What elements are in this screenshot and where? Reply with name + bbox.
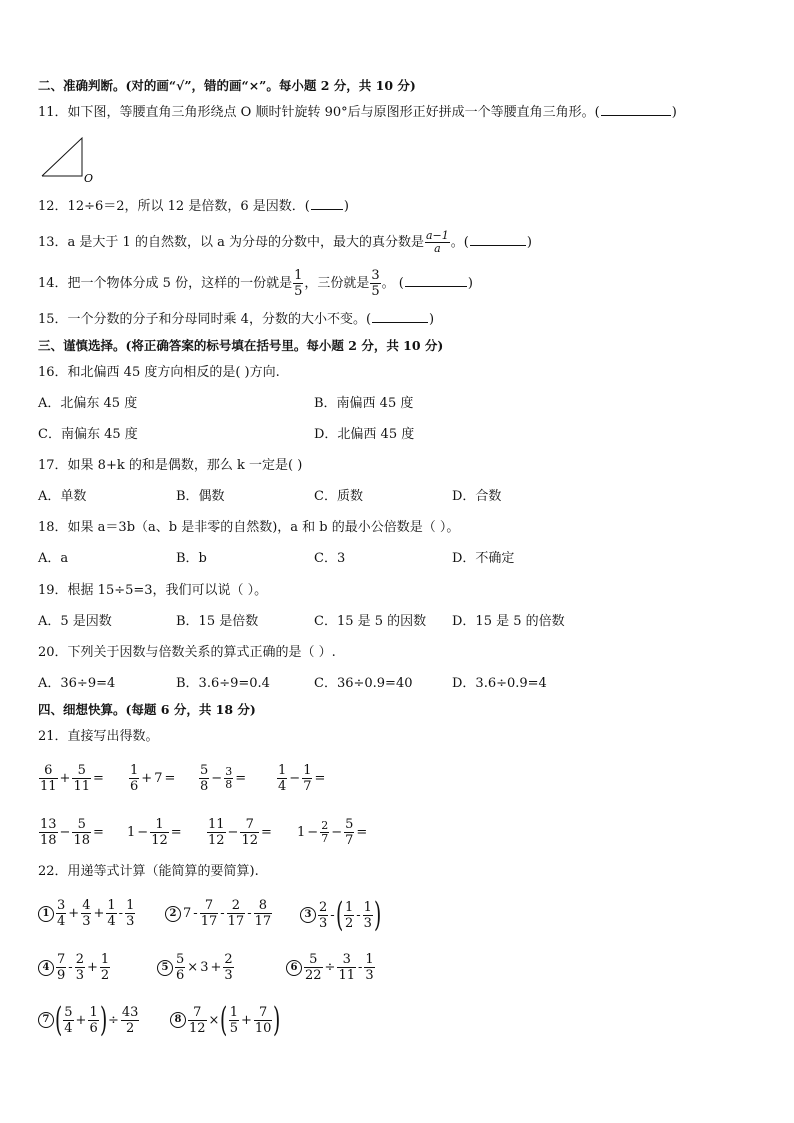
circled-number: 4 bbox=[38, 960, 54, 976]
operator: − bbox=[289, 771, 301, 786]
question-15: 15．一个分数的分子和分母同时乘 4，分数的大小不变。( ) bbox=[38, 312, 435, 327]
operator: − bbox=[211, 771, 223, 786]
fraction bbox=[363, 900, 373, 931]
fraction bbox=[56, 952, 66, 983]
mental-math-item bbox=[206, 817, 273, 848]
fraction bbox=[121, 1005, 140, 1036]
numerator: 5 bbox=[200, 763, 209, 778]
fraction bbox=[72, 817, 91, 848]
denominator: 8 bbox=[225, 778, 233, 791]
circled-number: 5 bbox=[157, 960, 173, 976]
denominator: 4 bbox=[107, 914, 116, 929]
section-2-heading: 二、准确判断。(对的画“√”，错的画“×”。每小题 2 分，共 10 分) bbox=[38, 78, 416, 93]
fraction bbox=[207, 817, 226, 848]
mental-math-item bbox=[296, 817, 368, 848]
circled-number: 7 bbox=[38, 1012, 54, 1028]
fraction bbox=[188, 1005, 207, 1036]
numerator: 5 bbox=[309, 952, 318, 967]
denominator: 3 bbox=[126, 914, 135, 929]
denominator: 17 bbox=[227, 914, 245, 929]
point-o-label: O bbox=[84, 172, 94, 184]
numerator: 5 bbox=[77, 817, 86, 832]
calc-item-7 bbox=[38, 1000, 140, 1040]
answer-blank[interactable] bbox=[470, 233, 526, 246]
denominator: 11 bbox=[338, 968, 355, 983]
operator: - bbox=[330, 907, 335, 923]
parenthesis: ( bbox=[220, 1000, 228, 1040]
calc-item-3 bbox=[300, 895, 382, 935]
numerator: 1 bbox=[344, 899, 354, 915]
operator: = bbox=[93, 825, 104, 840]
denominator: 12 bbox=[189, 1020, 206, 1036]
question-18: 18．如果 a＝3b（a、b 是非零的自然数)，a 和 b 的最小公倍数是（ ）。 bbox=[38, 520, 460, 535]
operator: = bbox=[93, 771, 104, 786]
parenthesis: ( bbox=[54, 1000, 63, 1040]
operator: + bbox=[86, 960, 98, 975]
numerator: a−1 bbox=[425, 229, 449, 242]
fraction bbox=[277, 763, 287, 794]
parenthesis: ) bbox=[99, 1000, 108, 1040]
circled-number: 1 bbox=[38, 906, 54, 922]
denominator: 7 bbox=[321, 832, 329, 845]
option-c[interactable]: C．3 bbox=[314, 551, 346, 566]
option-b[interactable]: B．偶数 bbox=[176, 489, 225, 504]
operator: + bbox=[68, 906, 80, 921]
operator: − bbox=[59, 825, 71, 840]
operator: × bbox=[208, 1012, 220, 1028]
numerator: 1 bbox=[126, 898, 135, 913]
numerator: 6 bbox=[44, 763, 53, 778]
numerator: 7 bbox=[204, 898, 214, 913]
question-11: 11．如下图，等腰直角三角形绕点 O 顺时针旋转 90°后与原图形正好拼成一个等腰直角三角形。( ) bbox=[38, 105, 677, 120]
circled-number: 8 bbox=[170, 1012, 186, 1028]
operator: ÷ bbox=[324, 960, 336, 975]
question-22: 22．用递等式计算（能简算的要简算). bbox=[38, 864, 259, 879]
fraction bbox=[223, 952, 233, 983]
operator: - bbox=[358, 960, 363, 975]
operator: − bbox=[331, 825, 343, 840]
fraction bbox=[254, 1005, 273, 1036]
denominator: 10 bbox=[254, 1020, 272, 1036]
option-a[interactable]: A．5 是因数 bbox=[38, 614, 112, 629]
numerator: 43 bbox=[121, 1004, 139, 1020]
option-d[interactable]: D．3.6÷0.9=4 bbox=[452, 676, 547, 691]
option-a[interactable]: A．a bbox=[38, 551, 69, 566]
mental-math-item bbox=[126, 817, 183, 848]
operator: + bbox=[93, 906, 105, 921]
denominator: 17 bbox=[200, 914, 218, 929]
denominator: 5 bbox=[371, 284, 380, 299]
fraction bbox=[320, 820, 329, 845]
operator: = bbox=[356, 825, 368, 840]
numerator: 11 bbox=[208, 817, 225, 832]
fraction bbox=[227, 898, 246, 929]
denominator: 2 bbox=[100, 968, 110, 983]
fraction bbox=[200, 898, 219, 929]
numerator: 7 bbox=[193, 1004, 202, 1020]
denominator: 17 bbox=[254, 914, 272, 929]
operator: − bbox=[227, 825, 239, 840]
denominator: 6 bbox=[89, 1020, 98, 1036]
calc-item-5 bbox=[157, 952, 235, 983]
denominator: 4 bbox=[64, 1020, 73, 1036]
denominator: 18 bbox=[73, 833, 90, 848]
fraction bbox=[254, 898, 273, 929]
fraction bbox=[129, 763, 139, 794]
fraction bbox=[293, 268, 303, 299]
denominator: 6 bbox=[176, 968, 185, 983]
option-c[interactable]: C．36÷0.9=40 bbox=[314, 676, 413, 691]
calc-item-6 bbox=[286, 952, 376, 983]
numerator: 7 bbox=[57, 952, 66, 967]
option-a[interactable]: A．北偏东 45 度 bbox=[38, 396, 138, 411]
mental-math-item bbox=[38, 763, 105, 794]
fraction bbox=[318, 900, 328, 931]
fraction bbox=[81, 898, 91, 929]
fraction bbox=[199, 763, 209, 794]
operator: - bbox=[68, 960, 73, 975]
fraction bbox=[100, 952, 110, 983]
operator: = bbox=[235, 771, 247, 786]
denominator: 11 bbox=[40, 779, 57, 794]
circled-number: 6 bbox=[286, 960, 302, 976]
numerator: 7 bbox=[259, 1004, 268, 1020]
denominator: 5 bbox=[229, 1020, 238, 1036]
denominator: 6 bbox=[130, 779, 139, 794]
denominator: 22 bbox=[305, 968, 322, 983]
denominator: 3 bbox=[319, 915, 328, 931]
option-d[interactable]: D．15 是 5 的倍数 bbox=[452, 614, 565, 629]
numerator: 1 bbox=[155, 817, 164, 832]
denominator: 7 bbox=[303, 779, 312, 794]
fraction bbox=[302, 763, 312, 794]
operator: + bbox=[210, 960, 222, 975]
numerator: 8 bbox=[258, 898, 267, 913]
operator: = bbox=[170, 825, 182, 840]
fraction bbox=[240, 817, 259, 848]
denominator: 18 bbox=[40, 833, 57, 848]
question-12: 12．12÷6＝2，所以 12 是倍数，6 是因数．( ) bbox=[38, 199, 349, 214]
numerator: 5 bbox=[77, 763, 86, 778]
fraction bbox=[425, 230, 450, 255]
operator: - bbox=[247, 906, 252, 921]
answer-blank[interactable] bbox=[372, 310, 428, 323]
answer-blank[interactable] bbox=[405, 274, 467, 287]
denominator: a bbox=[425, 242, 450, 255]
circled-number: 3 bbox=[300, 907, 316, 923]
numerator: 2 bbox=[224, 952, 233, 967]
mental-math-item bbox=[276, 763, 326, 794]
numerator: 3 bbox=[225, 765, 233, 778]
isosceles-right-triangle-figure bbox=[38, 134, 98, 184]
question-13: 13．a 是大于 1 的自然数，以 a 为分母的分数中，最大的真分数是 $\frac{a-1}{a}$ 。( ) bbox=[38, 229, 532, 255]
option-b[interactable]: B．b bbox=[176, 551, 207, 566]
question-16: 16．和北偏西 45 度方向相反的是( )方向. bbox=[38, 365, 280, 380]
numerator: 2 bbox=[319, 899, 328, 915]
operator: ÷ bbox=[108, 1012, 119, 1028]
fraction bbox=[56, 898, 66, 929]
fraction bbox=[63, 1005, 73, 1036]
operator: 7 bbox=[183, 906, 192, 921]
question-17: 17．如果 8+k 的和是偶数，那么 k 一定是( ) bbox=[38, 458, 303, 473]
operator: 7 bbox=[154, 771, 163, 786]
calc-item-4 bbox=[38, 952, 111, 983]
circled-number: 2 bbox=[165, 906, 181, 922]
denominator: 3 bbox=[82, 914, 91, 929]
operator: - bbox=[118, 906, 124, 921]
option-c[interactable]: C．南偏东 45 度 bbox=[38, 427, 138, 442]
denominator: 12 bbox=[151, 833, 168, 848]
denominator: 5 bbox=[294, 284, 303, 299]
numerator: 2 bbox=[231, 898, 241, 913]
option-a[interactable]: A．36÷9=4 bbox=[38, 676, 116, 691]
option-a[interactable]: A．单数 bbox=[38, 489, 87, 504]
fraction bbox=[88, 1005, 98, 1036]
calc-item-1 bbox=[38, 898, 136, 929]
option-d[interactable]: D．合数 bbox=[452, 489, 502, 504]
calc-item-2 bbox=[165, 898, 273, 929]
denominator: 3 bbox=[224, 968, 233, 983]
fraction bbox=[75, 952, 85, 983]
option-b[interactable]: B．3.6÷9=0.4 bbox=[176, 676, 270, 691]
fraction bbox=[150, 817, 169, 848]
fraction bbox=[337, 952, 356, 983]
fraction bbox=[106, 898, 116, 929]
fraction bbox=[344, 900, 354, 931]
numerator: 3 bbox=[57, 898, 66, 913]
operator: - bbox=[356, 907, 361, 923]
mental-math-item bbox=[198, 763, 247, 794]
operator: = bbox=[164, 771, 176, 786]
fraction bbox=[304, 952, 323, 983]
operator: = bbox=[314, 771, 326, 786]
denominator: 12 bbox=[241, 833, 258, 848]
fraction bbox=[175, 952, 185, 983]
operator: + bbox=[141, 771, 153, 786]
numerator: 7 bbox=[245, 817, 254, 832]
operator: 1 bbox=[127, 825, 136, 840]
numerator: 5 bbox=[345, 817, 354, 832]
numerator: 1 bbox=[89, 1004, 98, 1020]
numerator: 1 bbox=[278, 763, 287, 778]
operator: − bbox=[307, 825, 319, 840]
operator: - bbox=[220, 906, 225, 921]
option-d[interactable]: D．北偏西 45 度 bbox=[314, 427, 415, 442]
option-c[interactable]: C．质数 bbox=[314, 489, 363, 504]
numerator: 5 bbox=[64, 1004, 73, 1020]
numerator: 2 bbox=[75, 952, 84, 967]
denominator: 4 bbox=[57, 914, 66, 929]
section-4-heading: 四、细想快算。(每题 6 分，共 18 分) bbox=[38, 702, 256, 717]
numerator: 1 bbox=[294, 268, 303, 283]
numerator: 4 bbox=[82, 898, 91, 913]
option-b[interactable]: B．15 是倍数 bbox=[176, 614, 259, 629]
fraction bbox=[344, 817, 354, 848]
denominator: 9 bbox=[57, 968, 66, 983]
fraction bbox=[229, 1005, 239, 1036]
denominator: 8 bbox=[200, 779, 209, 794]
numerator: 1 bbox=[100, 952, 110, 967]
mental-math-item bbox=[128, 763, 176, 794]
numerator: 2 bbox=[321, 819, 329, 832]
fraction bbox=[224, 766, 233, 791]
denominator: 2 bbox=[344, 915, 354, 931]
calc-item-8 bbox=[170, 1000, 281, 1040]
numerator: 13 bbox=[40, 817, 57, 832]
denominator: 7 bbox=[345, 833, 354, 848]
parenthesis: ) bbox=[273, 1000, 281, 1040]
operator: + bbox=[241, 1012, 252, 1028]
option-b[interactable]: B．南偏西 45 度 bbox=[314, 396, 414, 411]
operator: + bbox=[59, 771, 71, 786]
operator: − bbox=[137, 825, 149, 840]
parenthesis: ) bbox=[373, 895, 382, 935]
answer-blank[interactable] bbox=[601, 103, 671, 116]
denominator: 2 bbox=[121, 1020, 140, 1036]
question-20: 20．下列关于因数与倍数关系的算式正确的是（ ）. bbox=[38, 645, 336, 660]
question-19: 19．根据 15÷5=3，我们可以说（ ）。 bbox=[38, 583, 268, 598]
operator: × bbox=[187, 960, 199, 975]
numerator: 1 bbox=[363, 899, 372, 915]
fraction bbox=[125, 898, 135, 929]
fraction bbox=[39, 763, 58, 794]
operator: 3 bbox=[200, 960, 209, 975]
mental-math-item bbox=[38, 817, 105, 848]
section-3-heading: 三、谨慎选择。(将正确答案的标号填在括号里。每小题 2 分，共 10 分) bbox=[38, 338, 444, 353]
operator: + bbox=[75, 1012, 87, 1028]
denominator: 12 bbox=[208, 833, 225, 848]
numerator: 1 bbox=[107, 898, 116, 913]
parenthesis: ( bbox=[335, 895, 343, 935]
option-d[interactable]: D．不确定 bbox=[452, 551, 515, 566]
fraction bbox=[39, 817, 58, 848]
numerator: 3 bbox=[342, 952, 351, 967]
fraction bbox=[72, 763, 91, 794]
numerator: 1 bbox=[130, 763, 139, 778]
question-21: 21．直接写出得数。 bbox=[38, 729, 159, 744]
denominator: 3 bbox=[363, 915, 372, 931]
operator: 1 bbox=[297, 825, 306, 840]
numerator: 1 bbox=[365, 952, 374, 967]
numerator: 1 bbox=[303, 763, 312, 778]
denominator: 4 bbox=[278, 779, 287, 794]
fraction bbox=[370, 268, 380, 299]
option-c[interactable]: C．15 是 5 的因数 bbox=[314, 614, 427, 629]
operator: = bbox=[261, 825, 272, 840]
answer-blank[interactable] bbox=[311, 197, 343, 210]
denominator: 3 bbox=[365, 968, 374, 983]
numerator: 1 bbox=[229, 1004, 238, 1020]
numerator: 5 bbox=[176, 952, 185, 967]
question-14: 14．把一个物体分成 5 份，这样的一份就是 $\frac{1}{5}$ ，三份就是 $\frac{3}{5}$ 。 ( ) bbox=[38, 268, 473, 299]
denominator: 3 bbox=[75, 968, 84, 983]
denominator: 11 bbox=[73, 779, 90, 794]
fraction bbox=[364, 952, 374, 983]
numerator: 3 bbox=[371, 268, 380, 283]
operator: - bbox=[193, 906, 198, 921]
